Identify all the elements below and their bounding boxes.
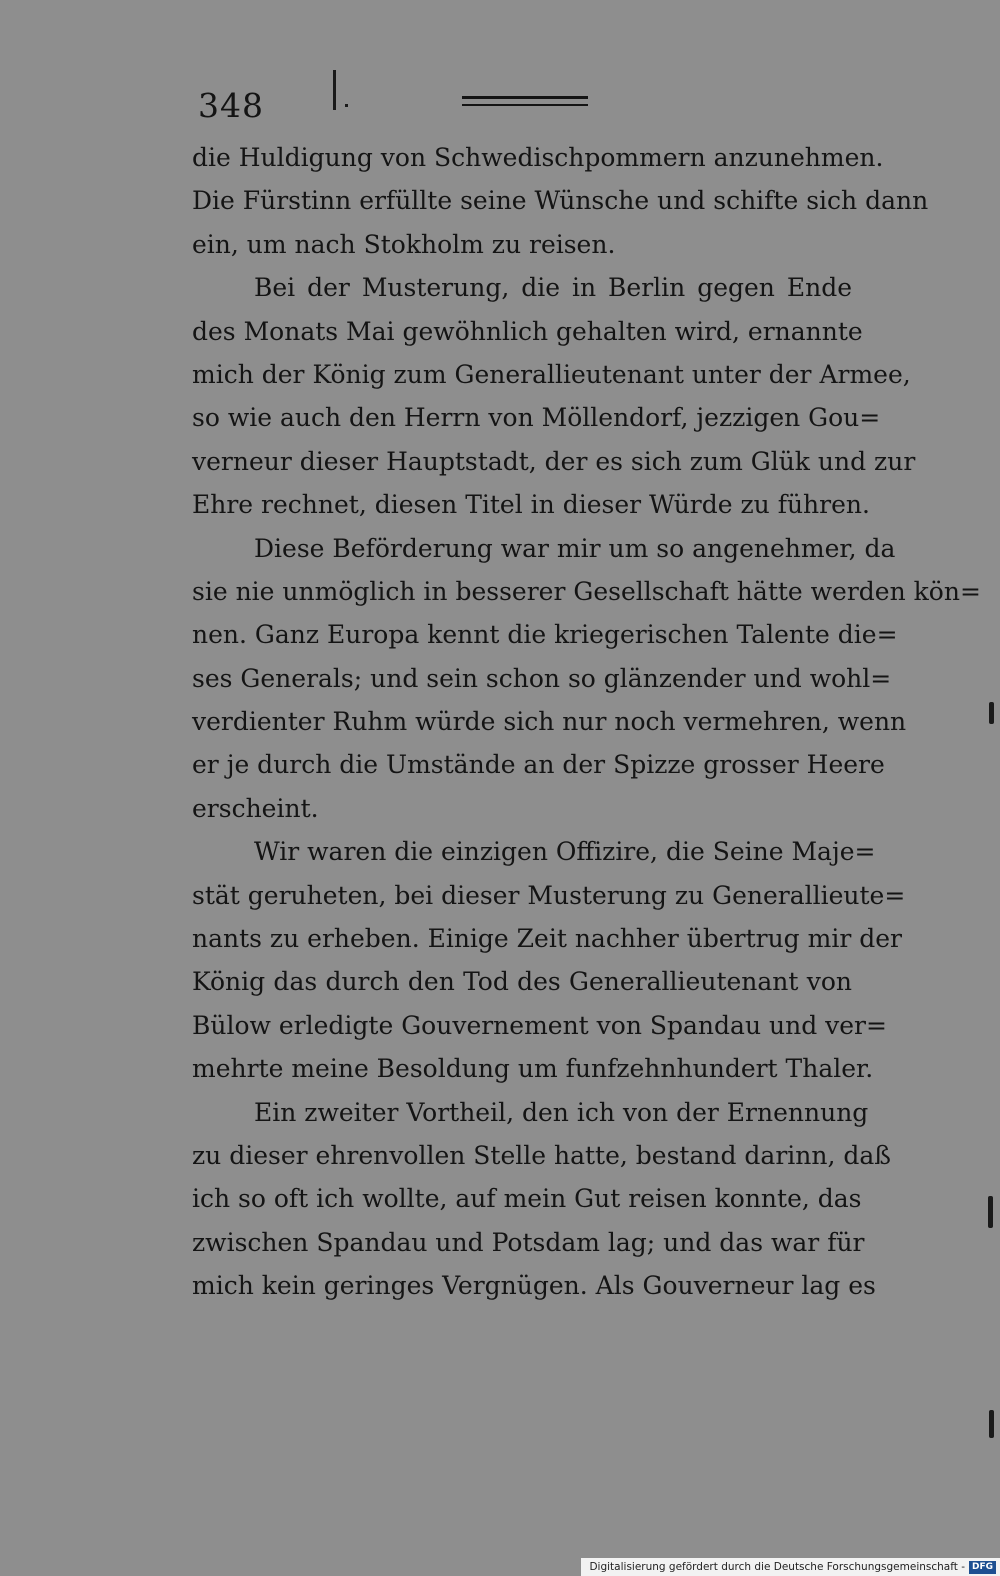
text-line: mehrte meine Besoldung um funfzehnhundert Thaler.: [192, 1054, 874, 1084]
footer-text: Digitalisierung gefördert durch die Deutsche Forschungsgemeinschaft -: [589, 1561, 965, 1573]
text-line: erscheint.: [192, 793, 319, 823]
text-line: Die Fürstinn erfüllte seine Wünsche und schifte sich dann: [192, 186, 929, 216]
text-line: Diese Beförderung war mir um so angenehmer, da: [254, 533, 896, 563]
text-line: mich der König zum Generallieutenant unter der Armee,: [192, 359, 911, 389]
text-line: verneur dieser Hauptstadt, der es sich zum Glük und zur: [192, 446, 916, 476]
header-ornament-rule: [462, 96, 588, 106]
margin-mark: [989, 1410, 994, 1438]
text-line: zwischen Spandau und Potsdam lag; und das war für: [192, 1227, 865, 1257]
text-line: Wir waren die einzigen Offizire, die Seine Maje=: [254, 837, 876, 867]
text-line: Bülow erledigte Gouvernement von Spandau und ver=: [192, 1010, 887, 1040]
text-line: Ehre rechnet, diesen Titel in dieser Würde zu führen.: [192, 490, 870, 520]
text-body: [192, 136, 981, 1308]
header-vertical-bar: [333, 70, 336, 110]
text-line: mich kein geringes Vergnügen. Als Gouverneur lag es: [192, 1271, 876, 1301]
text-line: er je durch die Umstände an der Spizze grosser Heere: [192, 750, 885, 780]
text-line: nants zu erheben. Einige Zeit nachher übertrug mir der: [192, 924, 902, 954]
margin-mark: [988, 1196, 993, 1228]
header-dot: [345, 104, 348, 107]
text-line: König das durch den Tod des Generallieutenant von: [192, 967, 852, 997]
margin-mark: [989, 702, 994, 724]
text-line: verdienter Ruhm würde sich nur noch vermehren, wenn: [192, 707, 907, 737]
dfg-logo-icon[interactable]: DFG: [969, 1561, 996, 1574]
text-line: so wie auch den Herrn von Möllendorf, jezzigen Gou=: [192, 403, 881, 433]
text-line: Bei der Musterung, die in Berlin gegen Ende: [254, 273, 852, 303]
text-line: ich so oft ich wollte, auf mein Gut reisen konnte, das: [192, 1184, 862, 1214]
text-line: des Monats Mai gewöhnlich gehalten wird, ernannte: [192, 316, 863, 346]
text-line: nen. Ganz Europa kennt die kriegerischen Talente die=: [192, 620, 898, 650]
text-line: die Huldigung von Schwedischpommern anzunehmen.: [192, 143, 884, 172]
text-line: ses Generals; und sein schon so glänzender und wohl=: [192, 663, 892, 693]
text-line: Ein zweiter Vortheil, den ich von der Ernennung: [254, 1097, 869, 1127]
digitization-footer: [581, 1558, 1000, 1576]
page-number: 348: [198, 86, 264, 125]
text-line: ein, um nach Stokholm zu reisen.: [192, 229, 616, 259]
text-line: zu dieser ehrenvollen Stelle hatte, bestand darinn, daß: [192, 1140, 891, 1170]
text-line: stät geruheten, bei dieser Musterung zu Generallieute=: [192, 880, 906, 910]
text-line: sie nie unmöglich in besserer Gesellschaft hätte werden kön=: [192, 576, 981, 606]
